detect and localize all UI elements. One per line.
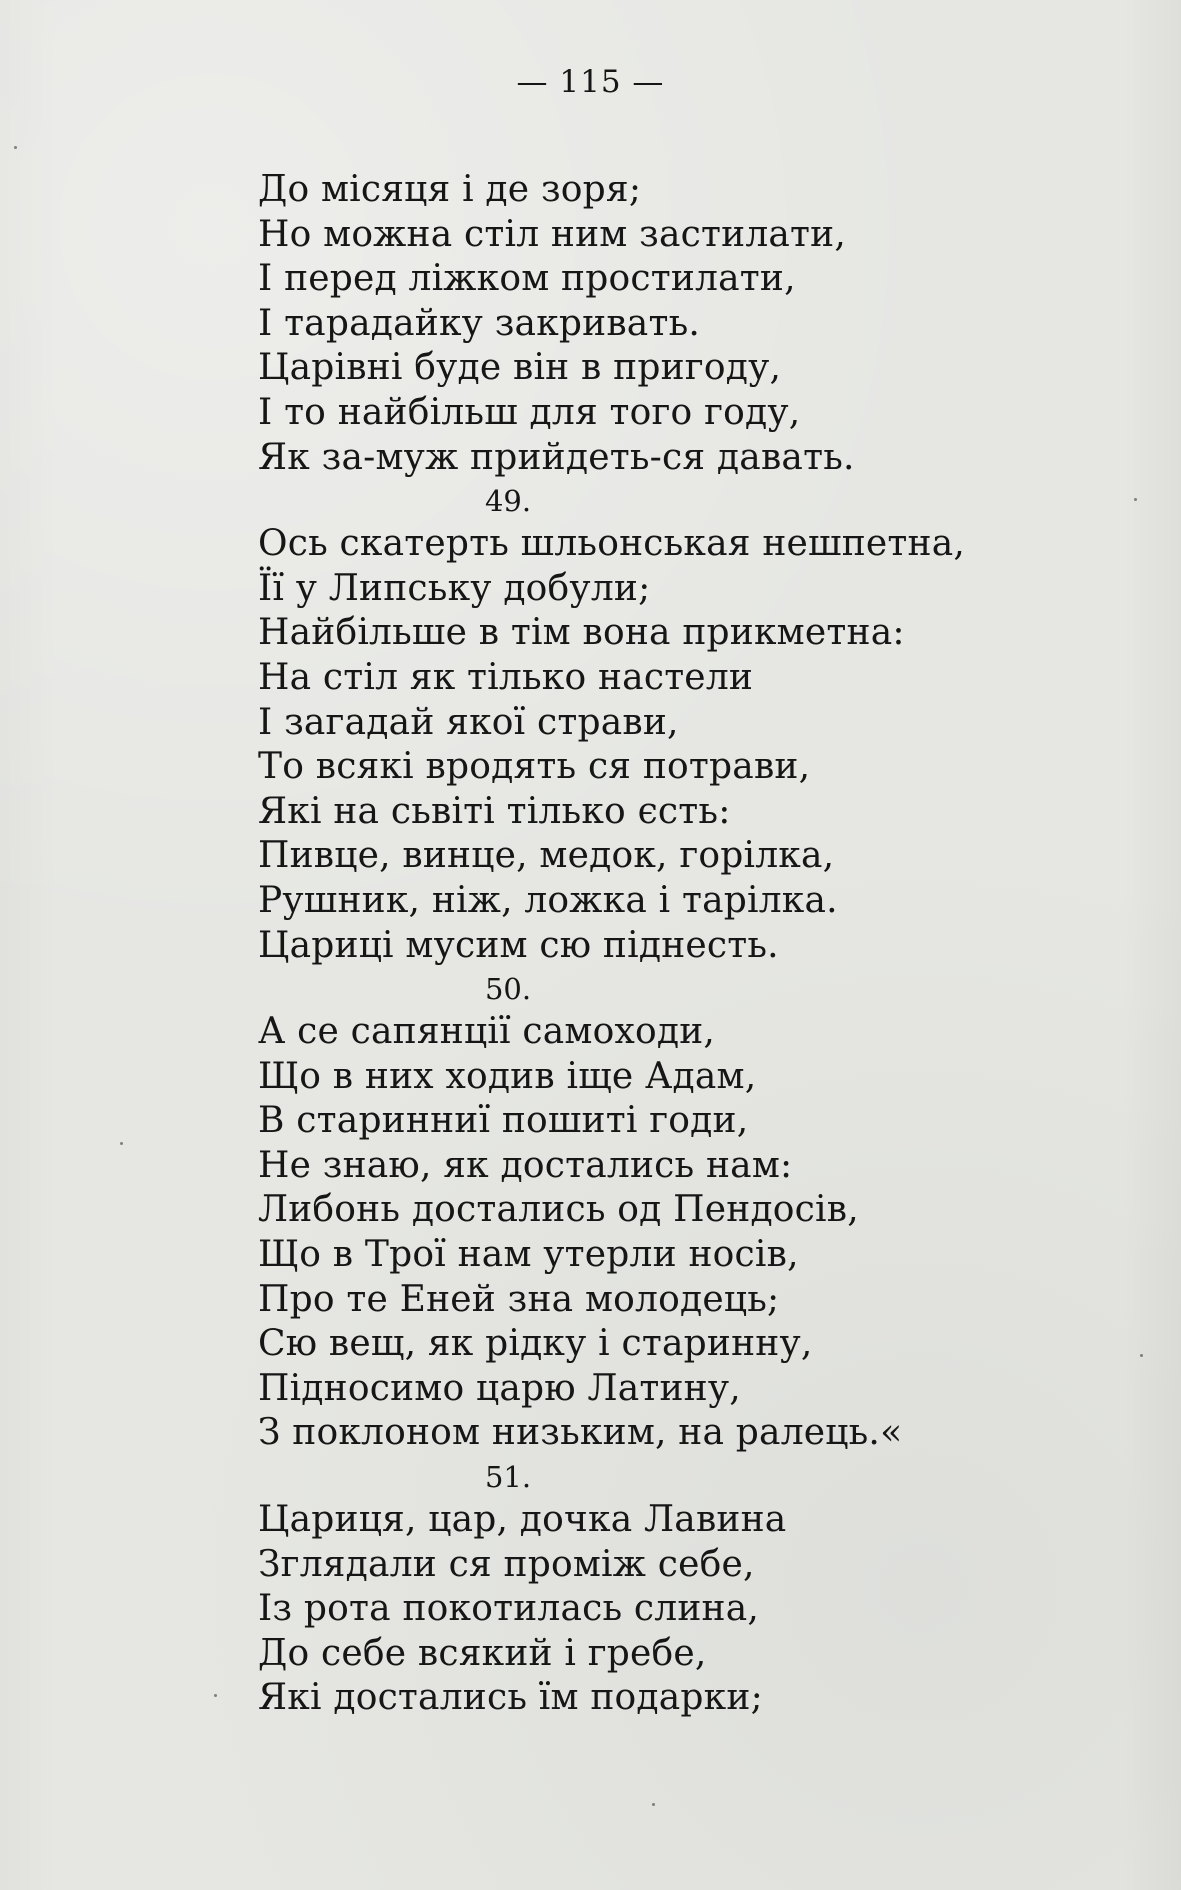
poem-line: А се сапянції самоходи, bbox=[258, 1011, 716, 1053]
poem-line: І загадай якої страви, bbox=[258, 701, 679, 743]
poem-line: Її у Липську добули; bbox=[258, 567, 651, 609]
poem-line: Із рота покотилась слина, bbox=[258, 1588, 760, 1630]
stanza-number: 51. bbox=[484, 1460, 532, 1495]
poem-line: І тарадайку закривать. bbox=[258, 302, 701, 344]
paper-speck bbox=[1140, 1354, 1143, 1357]
poem-line: Про те Еней зна молодець; bbox=[258, 1278, 780, 1320]
paper-speck bbox=[120, 1142, 123, 1145]
poem-line: Либонь достались од Пендосів, bbox=[258, 1189, 859, 1231]
poem-text bbox=[258, 168, 1018, 1721]
poem-line: Пивце, винце, медок, горілка, bbox=[258, 835, 835, 877]
poem-line: Цариця, цар, дочка Лавина bbox=[258, 1499, 787, 1541]
poem-line: Підносимо царю Латину, bbox=[258, 1367, 741, 1409]
page-number: — 115 — bbox=[516, 64, 665, 100]
paper-speck bbox=[1134, 498, 1137, 501]
poem-line: Ось скатерть шльонськая нешпетна, bbox=[258, 523, 966, 565]
poem-line: В старинниї пошиті годи, bbox=[258, 1100, 749, 1142]
stanza-number: 49. bbox=[484, 484, 532, 519]
poem-line: Не знаю, як достались нам: bbox=[258, 1144, 793, 1186]
poem-line: Зглядали ся проміж себе, bbox=[258, 1543, 755, 1585]
poem-line: З поклоном низьким, на ралець.« bbox=[258, 1412, 903, 1454]
poem-line: До себе всякий і гребе, bbox=[258, 1632, 707, 1674]
poem-line: Що в Трої нам утерли носів, bbox=[258, 1234, 799, 1276]
poem-line: Сю вещ, як рідку і старинну, bbox=[258, 1323, 813, 1365]
poem-line: І то найбільш для того году, bbox=[258, 391, 801, 433]
paper-speck bbox=[14, 146, 17, 149]
poem-line: Царівні буде він в пригоду, bbox=[258, 347, 782, 389]
poem-line: Рушник, ніж, ложка і тарілка. bbox=[258, 879, 838, 921]
paper-speck bbox=[652, 1803, 655, 1806]
poem-line: На стіл як тілько настели bbox=[258, 656, 754, 698]
poem-line: Найбільше в тім вона прикметна: bbox=[258, 612, 905, 654]
poem-line: То всякі вродять ся потрави, bbox=[258, 746, 811, 788]
poem-line: До місяця і де зоря; bbox=[258, 169, 642, 210]
poem-line: І перед ліжком простилати, bbox=[258, 258, 796, 300]
poem-line: Які достались їм подарки; bbox=[258, 1677, 763, 1719]
poem-line: Як за-муж прийдеть-ся давать. bbox=[258, 436, 855, 478]
poem-line: Які на сьвіті тілько єсть: bbox=[258, 790, 731, 832]
poem-line: Що в них ходив іще Адам, bbox=[258, 1055, 757, 1097]
paper-speck bbox=[214, 1694, 217, 1697]
stanza-number: 50. bbox=[484, 972, 532, 1007]
poem-line: Но можна стіл ним застилати, bbox=[258, 213, 846, 255]
poem-line: Цариці мусим сю піднесть. bbox=[258, 924, 779, 966]
